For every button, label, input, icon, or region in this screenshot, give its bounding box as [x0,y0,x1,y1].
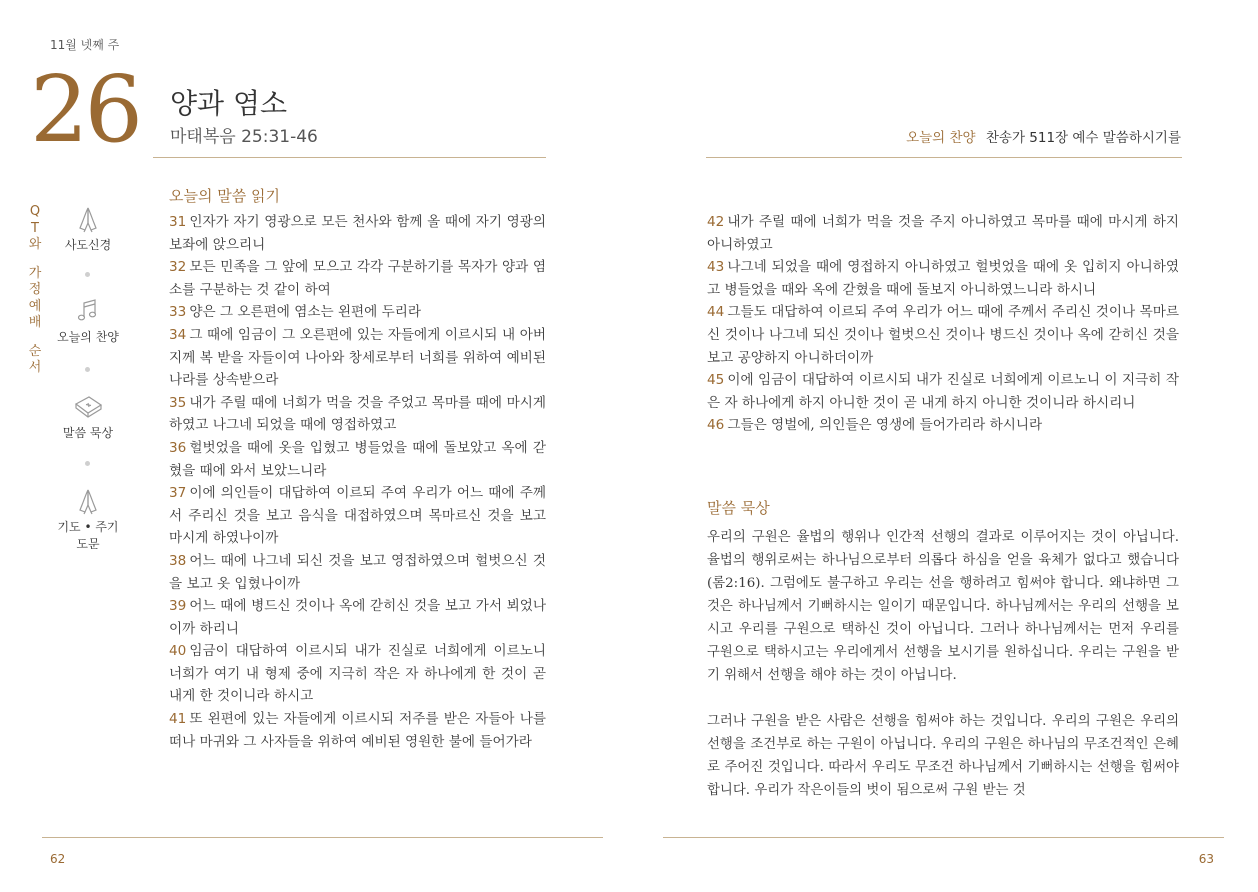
footer-divider-right [663,837,1224,838]
vtitle-char: 순 [28,343,42,359]
sidebar-vertical-title [25,204,45,377]
sidebar-item-label: 오늘의 찬양 [57,330,119,344]
verse [707,301,1179,369]
vtitle-char: 예 [28,298,42,314]
header-divider-left [153,157,546,158]
vtitle-gap [25,254,45,266]
bible-icon [72,392,104,422]
verse [707,369,1179,414]
verse-number: 33 [169,304,187,321]
hymn-title: 찬송가 511장 예수 말씀하시기를 [985,130,1181,146]
verse-number: 36 [169,439,187,456]
verse-text: 모든 민족을 그 앞에 모으고 각각 구분하기를 목자가 양과 염소를 구분하는 것 같이 하여 [169,259,546,298]
meditation-body [707,526,1179,802]
verse [169,595,546,640]
verse-text: 그들도 대답하여 이르되 주여 우리가 어느 때에 주께서 주리신 것이나 목마르신 것이나 나그네 되신 것이나 헐벗으신 것이나 병드신 것이나 옥에 갇히신 것을 보고 공양하지 아니하더이까 [707,304,1179,366]
verse-number: 45 [707,372,725,389]
meditation-heading: 말씀 묵상 [707,499,770,517]
verse-number: 41 [169,711,187,728]
sidebar-item-label: 기도 • 주기도문 [57,520,119,551]
verse-text: 나그네 되었을 때에 영접하지 아니하였고 헐벗었을 때에 옷 입히지 아니하였고 병들었을 때와 옥에 갇혔을 때에 돌보지 아니하였느니라 하시니 [707,259,1179,298]
verse-text: 임금이 대답하여 이르시되 내가 진실로 너희에게 이르노니 너희가 여기 내 형제 중에 지극히 작은 자 하나에게 한 것이 곧 내게 한 것이니라 하시고 [169,643,546,705]
verse-text: 내가 주릴 때에 너희가 먹을 것을 주지 아니하였고 목마를 때에 마시게 하지 아니하였고 [707,214,1179,253]
verse-number: 46 [707,417,725,434]
praying-hands-icon [73,486,103,516]
vtitle-char: 정 [28,282,42,297]
sidebar-separator-dot [85,272,90,277]
praying-hands-icon [73,204,103,234]
verse [169,392,546,437]
vtitle-char: 와 [28,237,42,252]
hymn-label: 오늘의 찬양 [906,130,976,146]
verse-text: 인자가 자기 영광으로 모든 천사와 함께 올 때에 자기 영광의 보좌에 앉으리니 [169,214,546,253]
verses-right-column [707,211,1179,437]
vtitle-char: 배 [28,315,42,330]
verse [169,708,546,753]
verse-number: 35 [169,394,187,411]
verse [169,640,546,708]
verse-number: 42 [707,214,725,230]
passage-reference: 마태복음 25:31-46 [170,127,318,147]
verse-number: 39 [169,598,187,615]
header-divider-right [706,157,1182,158]
verses-left-column [169,211,546,753]
vtitle-char: T [31,220,39,236]
verse-text: 이에 임금이 대답하여 이르시되 내가 진실로 너희에게 이르노니 이 지극히 작은 자 하나에게 하지 아니한 것이 곧 내게 하지 아니한 것이니라 하시리니 [707,372,1179,411]
meditation-paragraph: 우리의 구원은 율법의 행위나 인간적 선행의 결과로 이루어지는 것이 아닙니다. 율법의 행위로써는 하나님으로부터 의롭다 하심을 얻을 육체가 없다고 했습니다(롬2:16). 그럼에도 불구하고 우리는 선을 행하려고 힘써야 합니다. 왜냐하면 그것은 하나님께서 기뻐하시는 일이기 때문입니다. 하나님께서는 우리의 선행을 보시고 우리를 구원으로 택하신 것이 아닙니다. 그러나 하나님께서는 먼저 우리를 구원으로 택하시고는 우리에게서 선행을 보시기를 원하십니다. 우리는 구원을 받기 위해서 선행을 해야 하는 것이 아닙니다. [707,530,1179,683]
verse [169,550,546,595]
page-number-left: 62 [50,852,66,866]
sidebar-item-meditation [52,392,124,441]
day-number: 26 [30,56,140,163]
verse [169,324,546,392]
verse-text: 양은 그 오른편에 염소는 왼편에 두리라 [189,304,422,321]
meditation-paragraph: 그러나 구원을 받은 사람은 선행을 힘써야 하는 것입니다. 우리의 구원은 우리의 선행을 조건부로 하는 구원이 아닙니다. 우리의 구원은 하나님의 무조건적인 은혜로 주어진 것입니다. 따라서 우리도 무조건 하나님께서 기뻐하시는 선행을 힘써야 합니다. 우리가 작은이들의 벗이 됨으로써 구원 받는 것 [707,714,1179,798]
verse-text: 그 때에 임금이 그 오른편에 있는 자들에게 이르시되 내 아버지께 복 받을 자들이여 나아와 창세로부터 너희를 위하여 예비된 나라를 상속받으라 [169,326,546,389]
verse-text: 헐벗었을 때에 옷을 입혔고 병들었을 때에 돌보았고 옥에 갇혔을 때에 와서 보았느니라 [169,439,546,479]
vtitle-char: Q [29,204,41,219]
sidebar-item-apostles-creed [52,204,124,253]
verse-number: 37 [169,485,187,502]
verse [707,211,1179,256]
verse-number: 32 [169,259,187,276]
sidebar-item-label: 말씀 묵상 [62,426,114,440]
verse [707,256,1179,301]
verse [707,414,1179,437]
hymn-info [906,126,1181,146]
sidebar-item-prayer [52,486,124,552]
verse [169,482,546,550]
sidebar-item-hymn [52,296,124,345]
verse-text: 그들은 영벌에, 의인들은 영생에 들어가리라 하시니라 [727,417,1043,434]
week-label: 11월 넷째 주 [50,38,120,52]
verse-text: 어느 때에 병드신 것이나 옥에 갇히신 것을 보고 가서 뵈었나이까 하리니 [169,598,546,637]
verse-number: 43 [707,259,725,276]
verse-number: 44 [707,304,725,321]
verse [169,437,546,482]
vtitle-char: 서 [28,360,42,375]
page-number-right: 63 [1198,852,1214,866]
sidebar-separator-dot [85,461,90,466]
verse-number: 38 [169,552,187,569]
music-note-icon [73,296,103,326]
verse [169,301,546,324]
verse-number: 31 [169,214,187,230]
verse [169,211,546,256]
verse-text: 내가 주릴 때에 너희가 먹을 것을 주었고 목마를 때에 마시게 하였고 나그네 되었을 때에 영접하였고 [169,394,546,434]
verse-number: 34 [169,326,187,343]
sidebar-item-label: 사도신경 [64,238,112,252]
verse-number: 40 [169,643,187,660]
verse-text: 어느 때에 나그네 되신 것을 보고 영접하였으며 헐벗으신 것을 보고 옷 입혔나이까 [169,552,546,592]
vtitle-char: 가 [28,265,42,281]
page-title: 양과 염소 [170,87,288,120]
verse [169,256,546,301]
vtitle-gap [25,332,45,344]
footer-divider-left [42,837,603,838]
sidebar-separator-dot [85,367,90,372]
verse-text: 또 왼편에 있는 자들에게 이르시되 저주를 받은 자들아 나를 떠나 마귀와 그 사자들을 위하여 예비된 영원한 불에 들어가라 [169,711,546,750]
verse-text: 이에 의인들이 대답하여 이르되 주여 우리가 어느 때에 주께서 주리신 것을 보고 음식을 대접하였으며 목마르신 것을 보고 마시게 하였나이까 [169,485,546,547]
reading-heading: 오늘의 말씀 읽기 [169,187,280,205]
